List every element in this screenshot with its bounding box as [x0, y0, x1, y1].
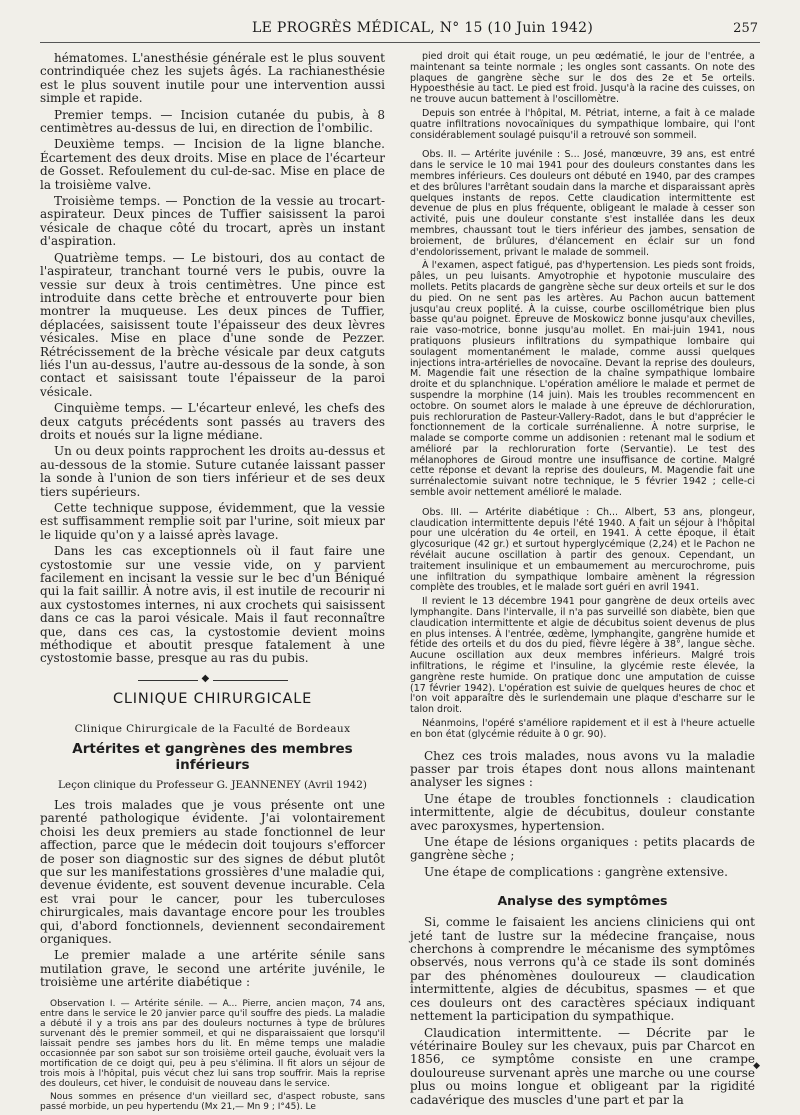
left-column — [40, 52, 385, 1115]
clinic-line: Clinique Chirurgicale de la Faculté de Bordeaux — [74, 722, 351, 735]
observation-note: Depuis son entrée à l'hôpital, M. Pétriat, interne, a fait à ce malade quatre infiltrations novocaïniques du sympathique lombaire, qui l'ont considérablement soulagé puisqu'il a retrouvé son sommeil. — [410, 107, 755, 141]
paragraph: Une étape de complications : gangrène extensive. — [424, 864, 728, 879]
paragraph: Dans les cas exceptionnels où il faut faire une cystostomie sur une vessie vide, on y parvient facilement en incisant la vessie sur le bec d'un Béniqué qui la fait saillir. À notre avis, il est inutile de recourir ni aux cystostomes internes, ni aux crochets qui saisissent dans ce cas la paroi vésicale. Mais il faut reconnaître que, dans ces cas, la cystostomie devient moins méthodique et aboutit presque fatalement à une cystostomie basse, presque au ras du pubis. — [40, 544, 385, 666]
running-header — [40, 18, 760, 43]
journal-title: LE PROGRÈS MÉDICAL, N° 15 (10 Juin 1942) — [252, 20, 594, 36]
observation-note: Obs. III. — Artérite diabétique : Ch... Albert, 53 ans, plongeur, claudication intermittente depuis l'été 1940. A fait un séjour à l'hôpital pour une ulcération du 4e orteil, en 1941. À cette époque, il était glycosurique (42 gr.) et surtout hyperglycémique (2,24) et le Pachon ne révélait aucune oscillation à partir des genoux. Cependant, un traitement insulinique et un embaumement au mercurochrome, puis une infiltration du sympathique lombaire amènent la régression complète des troubles, et le malade sort guéri en avril 1941. — [410, 506, 755, 594]
subsection-heading: Analyse des symptômes — [497, 893, 668, 909]
ornamental-divider — [138, 672, 288, 684]
observation-note: À l'examen, aspect fatigué, pas d'hypertension. Les pieds sont froids, pâles, un peu luisants. Amyotrophie et hypotonie musculaire des mollets. Petits placards de gangrène sèche sur deux orteils et sur le dos du pied. On ne sent pas les artères. Au Pachon aucun battement jusqu'au creux poplité. À la cuisse, courbe oscillométrique bien plus basse qu'au poignet. Épreuve de Moskowicz bonne jusqu'aux chevilles, raie vaso-motrice, bonne jusqu'au mollet. En mai-juin 1941, nous pratiquons plusieurs infiltrations du sympathique lombaire qui soulagent momentanément le malade, comme aussi quelques injections intra-artérielles de novocaïne. Devant la reprise des douleurs, M. Magendie fait une résection de la chaîne sympathique lombaire droite et du splanchnique. L'opération améliore le malade et permet de suspendre la morphine (14 juin). Mais les troubles recommencent en octobre. On soumet alors le malade à une épreuve de déchloruration, puis rechloruration de Pasteur-Vallery-Radot, dans le but d'apprécier le fonctionnement de la corticale surrénalienne. À notre surprise, le malade se comporte comme un addisonien : retenant mal le sodium et amélioré par la rechloruration forte (Servantie). Le test des mélanophores de Giroud montre une insuffisance de cortine. Malgré cette réponse et devant la reprise des douleurs, M. Magendie fait une surrénalectomie suivant notre technique, le 5 février 1942 ; celle-ci semble avoir nettement amélioré le malade. — [410, 260, 755, 499]
paragraph: Chez ces trois malades, nous avons vu la maladie passer par trois étapes dont nous allons maintenant analyser les signes : — [410, 748, 755, 790]
right-column — [410, 52, 755, 1110]
page-number: 257 — [733, 21, 758, 36]
paragraph: Cinquième temps. — L'écarteur enlevé, les chefs des deux catguts précédents sont passés au travers des droits et noués sur la ligne médiane. — [40, 401, 385, 442]
paragraph: Une étape de troubles fonctionnels : claudication intermittente, algie de décubitus, douleur constante avec paroxysmes, hypertension. — [410, 791, 755, 833]
paragraph: Un ou deux points rapprochent les droits au-dessus et au-dessous de la stomie. Suture cutanée laissant passer la sonde à l'union de son tiers inférieur et de ses deux tiers supérieurs. — [40, 444, 385, 499]
paragraph: Deuxième temps. — Incision de la ligne blanche. Écartement des deux droits. Mise en place de l'écarteur de Gosset. Refoulement du cul-de-sac. Mise en place de la troisième valve. — [40, 137, 385, 192]
observation-note: Observation I. — Artérite sénile. — A... Pierre, ancien maçon, 74 ans, entre dans le service le 20 janvier parce qu'il souffre des pieds. La maladie a débuté il y a trois ans par des douleurs nocturnes à type de brûlures survenant dès le premier sommeil, et qui ne disparaissaient que lorsqu'il laissait pendre ses jambes hors du lit. En même temps une maladie occasionnée par son sabot sur son troisième orteil gauche, évoluait vers la mortification de ce doigt qui, peu à peu s'élimina. Il fit alors un séjour de trois mois à l'hôpital, puis vécut chez lui sans trop souffrir. Mais la reprise des douleurs, cet hiver, le conduisit de nouveau dans le service. — [40, 998, 385, 1089]
article-title: Artérites et gangrènes des membres inférieurs — [72, 740, 353, 773]
observation-note: Néanmoins, l'opéré s'améliore rapidement et il est à l'heure actuelle en bon état (glycémie réduite à 0 gr. 90). — [410, 718, 755, 740]
observation-note: Il revient le 13 décembre 1941 pour gangrène de deux orteils avec lymphangite. Dans l'intervalle, il n'a pas surveillé son diabète, bien que claudication intermittente et algie de décubitus soient devenus de plus en plus intenses. À l'entrée, œdème, lymphangite, gangrène humide et fétide des orteils et du dos du pied, fièvre légère à 38°, langue sèche. Aucune oscillation aux deux membres inférieurs. Malgré trois infiltrations, le régime et l'insuline, la glycémie reste élevée, la gangrène reste humide. On pratique donc une amputation de cuisse (17 février 1942). L'opération est suivie de quelques heures de choc et l'on voit apparaître dès le surlendemain une plaque d'escharre sur le talon droit. — [410, 596, 755, 716]
paragraph: Premier temps. — Incision cutanée du pubis, à 8 centimètres au-dessus de lui, en direction de l'ombilic. — [40, 107, 385, 136]
paragraph: Le premier malade a une artérite sénile sans mutilation grave, le second une artérite juvénile, le troisième une artérite diabétique : — [40, 948, 385, 990]
paragraph: hématomes. L'anesthésie générale est le plus souvent contrindiquée chez les sujets âgés. La rachianesthésie est le plus souvent inutile pour une intervention aussi simple et rapide. — [40, 51, 385, 106]
observation-note: Nous sommes en présence d'un vieillard sec, d'aspect robuste, sans passé morbide, un peu hypertendu (Mx 21,— Mn 9 ; I°45). Le — [40, 1091, 385, 1112]
observation-note: pied droit qui était rouge, un peu œdématié, le jour de l'entrée, a maintenant sa teinte normale ; les ongles sont cassants. On note des plaques de gangrène sèche sur le dos des 2e et 5e orteils. Hypoesthésie au tact. Le pied est froid. Jusqu'à la racine des cuisses, on ne trouve aucun battement à l'oscillomètre. — [410, 51, 755, 106]
paragraph: Cette technique suppose, évidemment, que la vessie est suffisamment remplie soit par l'urine, soit mieux par le liquide qu'on y a laissé après lavage. — [40, 501, 385, 542]
paragraph: Si, comme le faisaient les anciens cliniciens qui ont jeté tant de lustre sur la médecine française, nous cherchons à comprendre le mécanisme des symptômes observés, nous verrons qu'à ce stade ils sont dominés par des phénomènes douloureux — claudication intermittente, algies de décubitus, spasmes — et que ces douleurs ont des caractères spéciaux indiquant nettement la participation du sympathique. — [410, 915, 755, 1024]
lecture-byline: Leçon clinique du Professeur G. JEANNENEY (Avril 1942) — [57, 778, 368, 791]
paragraph: Troisième temps. — Ponction de la vessie au trocart-aspirateur. Deux pinces de Tuffier saisissent la paroi vésicale de chaque côté du trocart, après un instant d'aspiration. — [40, 194, 385, 249]
paragraph: Claudication intermittente. — Décrite par le vétérinaire Bouley sur les chevaux, puis par Charcot en 1856, ce symptôme consiste en une crampe douloureuse survenant après une marche ou une course plus ou moins longue et obligeant par la rigidité cadavérique des muscles d'une part et par la — [410, 1025, 755, 1107]
end-mark-icon: ◆ — [753, 1061, 760, 1071]
section-heading: CLINIQUE CHIRURGICALE — [112, 690, 313, 707]
divider-ornament-icon: ◆ — [198, 673, 214, 684]
paragraph: Une étape de lésions organiques : petits placards de gangrène sèche ; — [410, 835, 755, 863]
observation-note: Obs. II. — Artérite juvénile : S... José, manœuvre, 39 ans, est entré dans le service le 10 mai 1941 pour des douleurs constantes dans les membres inférieurs. Ces douleurs ont débuté en 1940, par des crampes et des brûlures l'arrêtant soudain dans la marche et disparaissant après quelques instants de repos. Cette claudication intermittente est devenue de plus en plus fréquente, obligeant le malade à cesser son activité, puis une douleur constante s'est installée dans les deux membres, chaussant tout le tiers inférieur des jambes, sensation de broiement, de brûlures, d'élancement en éclair sur un fond d'endolorissement, privant le malade de sommeil. — [410, 149, 755, 258]
paragraph: Quatrième temps. — Le bistouri, dos au contact de l'aspirateur, tranchant tourné vers le pubis, ouvre la vessie sur deux à trois centimètres. Une pince est introduite dans cette brèche et entrouverte pour bien montrer la muqueuse. Les deux pinces de Tuffier, déplacées, saisissent toute l'épaisseur des deux lèvres vésicales. Mise en place d'une sonde de Pezzer. Rétrécissement de la brèche vésicale par deux catguts liés l'un au-dessus, l'autre au-dessous de la sonde, à son contact et saisissant toute l'épaisseur de la paroi vésicale. — [40, 250, 385, 399]
paragraph: Les trois malades que je vous présente ont une parenté pathologique évidente. J'ai volontairement choisi les deux premiers au stade fonctionnel de leur affection, parce que le médecin doit toujours s'efforcer de poser son diagnostic sur des signes de début plutôt que sur les manifestations grossières d'une maladie qui, devenue évidente, est souvent devenue incurable. Cela est vrai pour le cancer, pour les tuberculoses chirurgicales, mais davantage encore pour les troubles qui, d'abord fonctionnels, deviennent secondairement organiques. — [40, 797, 385, 946]
